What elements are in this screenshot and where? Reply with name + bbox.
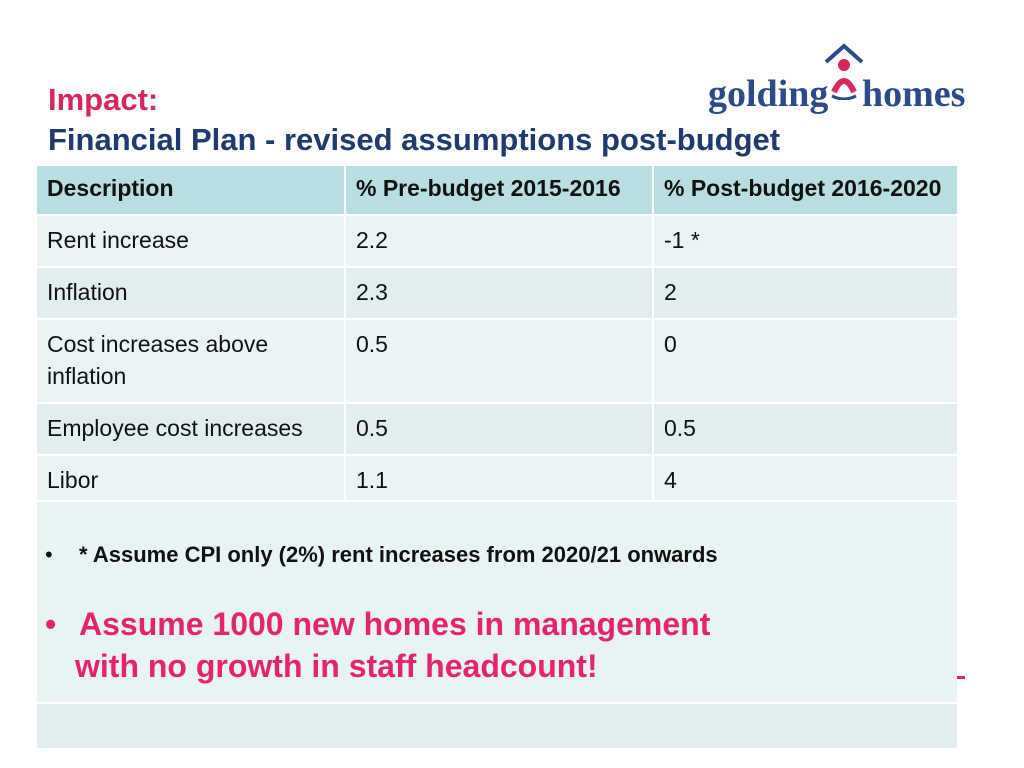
note-new-homes — [45, 603, 805, 687]
cell-description: Rent increase — [37, 215, 345, 267]
table-row — [37, 267, 957, 319]
cell-description: Employee cost increases — [37, 403, 345, 455]
logo-text-golding: golding — [708, 73, 829, 115]
cell-pre-budget: 2.2 — [345, 215, 653, 267]
cell-pre-budget: 0.5 — [345, 403, 653, 455]
house-person-icon — [822, 40, 866, 100]
table-header-row — [37, 166, 957, 215]
table-row — [37, 319, 957, 403]
slide-title-impact: Impact: — [48, 82, 159, 117]
bullet-icon: • — [45, 606, 57, 642]
note-cpi-text: * Assume CPI only (2%) rent increases from 2020/21 onwards — [79, 542, 718, 567]
cell-post-budget: 2 — [653, 267, 957, 319]
bullet-icon: • — [45, 542, 53, 567]
cell-post-budget: 0.5 — [653, 403, 957, 455]
note-cpi — [45, 542, 718, 568]
assumptions-table — [37, 166, 957, 508]
cell-post-budget: -1 * — [653, 215, 957, 267]
cell-post-budget: 4 — [653, 455, 957, 507]
cell-pre-budget: 2.3 — [345, 267, 653, 319]
cell-description: Inflation — [37, 267, 345, 319]
notes-panel — [37, 500, 957, 704]
cell-description: Libor — [37, 455, 345, 507]
table-row — [37, 403, 957, 455]
cell-pre-budget: 1.1 — [345, 455, 653, 507]
logo-text-homes: homes — [862, 73, 966, 115]
slide-title-financial-plan: Financial Plan - revised assumptions post-budget — [48, 122, 781, 157]
note-new-homes-line1: Assume 1000 new homes in management — [79, 606, 711, 642]
golding-homes-logo — [704, 40, 974, 116]
header-description: Description — [37, 166, 345, 215]
decorative-dash — [957, 676, 965, 679]
header-post-budget: % Post-budget 2016-2020 — [653, 166, 957, 215]
table-row — [37, 215, 957, 267]
header-pre-budget: % Pre-budget 2015-2016 — [345, 166, 653, 215]
notes-footer-band — [37, 702, 957, 748]
cell-description: Cost increases above inflation — [37, 319, 345, 403]
cell-pre-budget: 0.5 — [345, 319, 653, 403]
cell-post-budget: 0 — [653, 319, 957, 403]
note-new-homes-line2: with no growth in staff headcount! — [75, 648, 598, 684]
